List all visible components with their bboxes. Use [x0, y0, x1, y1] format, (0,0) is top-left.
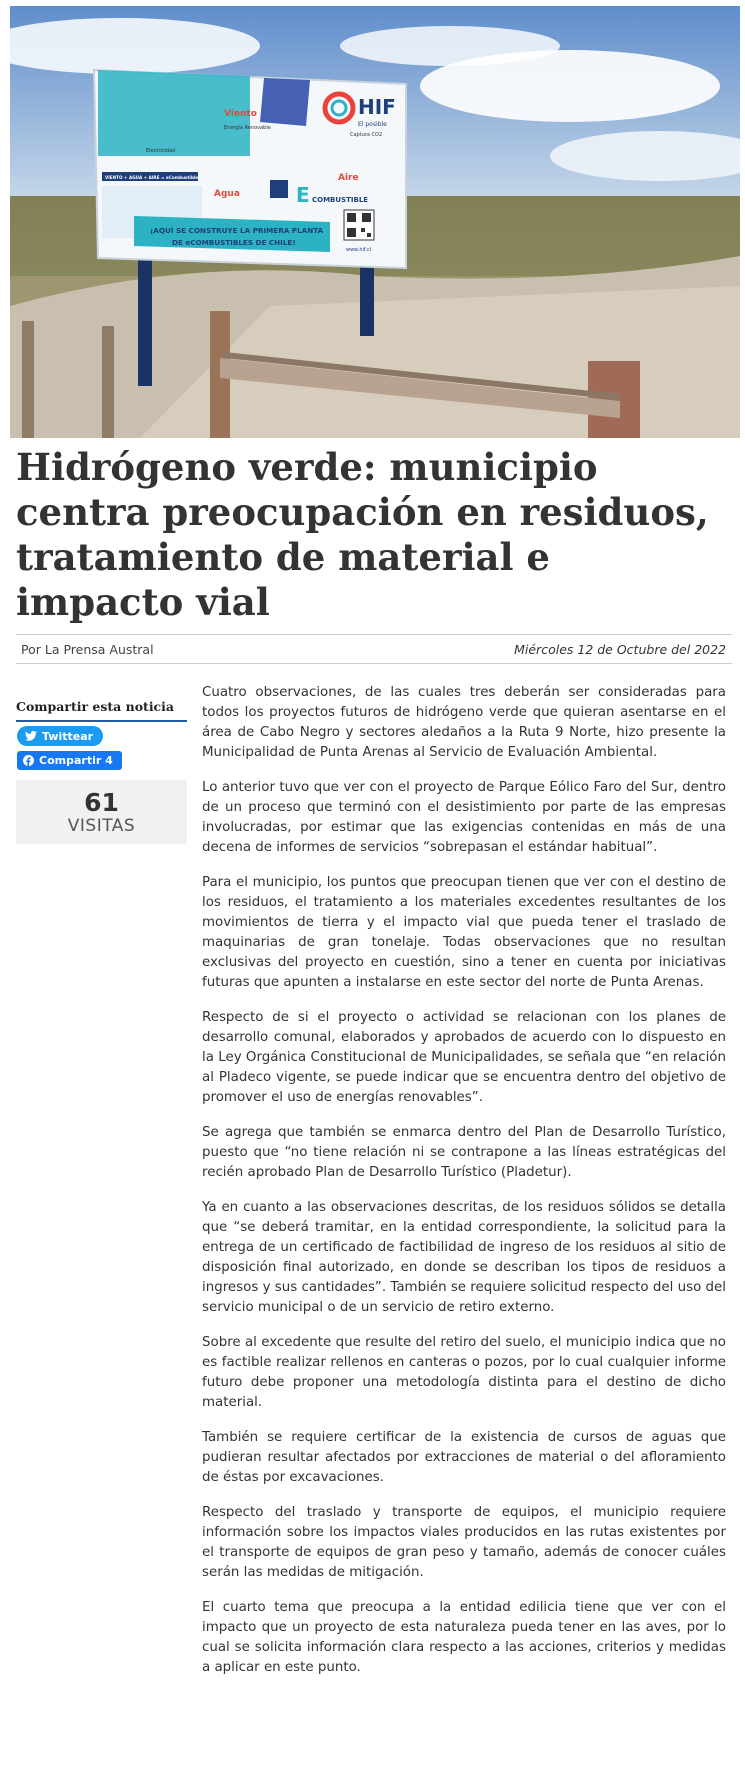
article-paragraph: También se requiere certificar de la existencia de cursos de aguas que pudieran resultar afectados por extracciones de material o del afloramiento de éstas por excavaciones. [202, 1430, 726, 1485]
sign-url: www.hif.cl [346, 247, 372, 253]
svg-text:E: E [296, 183, 310, 207]
sign-brand-tag: El posible [358, 121, 387, 128]
article-paragraph: Se agrega que también se enmarca dentro del Plan de Desarrollo Turístico, puesto que “no tiene relación ni se contrapone a las líneas estratégicas del recién aprobado Plan de Desarrollo Turístico (Pladetur). [202, 1125, 726, 1180]
sign-label-energia: Energía Renovable [224, 125, 271, 131]
sign-label-aire: Aire [338, 173, 359, 183]
facebook-share-label: Compartir 4 [39, 754, 113, 767]
sign-label-viento: Viento [224, 109, 257, 119]
article-title: Hidrógeno verde: municipio centra preocupación en residuos, tratamiento de material e impacto vial [16, 445, 709, 624]
article-paragraph: Respecto del traslado y transporte de equipos, el municipio requiere información sobre los impactos viales producidos en las rutas existentes por el transporte de equipos de gran peso y tamaño, además de conocer cuáles serán las medidas de mitigación. [202, 1505, 726, 1580]
article-paragraph: El cuarto tema que preocupa a la entidad edilicia tiene que ver con el impacto que un proyecto de esta naturaleza pueda tener en las aves, por lo cual se solicita información clara respecto a las acciones, criterios y medidas a aplicar en este punto. [202, 1600, 726, 1675]
hero-image [10, 6, 740, 438]
facebook-icon [23, 755, 34, 766]
sign-label-combustible: COMBUSTIBLE [312, 196, 369, 204]
article-paragraph: Ya en cuanto a las observaciones descritas, de los residuos sólidos se detalla que “se deberá tramitar, en la entidad correspondiente, la solicitud para la entrega de un certificado de factibilidad de ingreso de los residuos al sitio de disposición final autorizado, en donde se describan los tipos de residuos a ingresos y sus cantidades”. También se requiere solicitud respecto del uso del servicio municipal o de un servicio de retiro externo. [202, 1200, 726, 1315]
article-body [202, 683, 726, 1693]
bird-icon [25, 731, 37, 741]
sign-banner-line2: DE eCOMBUSTIBLES DE CHILE! [172, 238, 296, 247]
facebook-share-button[interactable] [17, 751, 122, 770]
sign-label-agua: Agua [214, 189, 240, 199]
article-paragraph: Respecto de si el proyecto o actividad se relacionan con los planes de desarrollo comunal, elaborados y aprobados de acuerdo con lo dispuesto en la Ley Orgánica Constitucional de Municipalidades, se señala que “en relación al Pladeco vigente, se puede indicar que se encuentra dentro del objetivo de promover el uso de energías renovables”. [202, 1010, 726, 1105]
twitter-share-button[interactable] [17, 726, 103, 746]
article-paragraph: Para el municipio, los puntos que preocupan tienen que ver con el destino de los residuos, el tratamiento a los materiales excedentes resultantes de los movimientos de tierra y el impacto vial que pueda tener el traslado de maquinarias de gran tonelaje. Todas observaciones que no resultan exclusivas del proyecto en cuestión, sino a tener en cuenta por iniciativas futuras que apunten a instalarse en este sector del norte de Punta Arenas. [202, 875, 726, 990]
views-count: 61 [84, 788, 119, 817]
article-paragraph: Sobre al excedente que resulte del retiro del suelo, el municipio indica que no es factible realizar rellenos en canteras o pozos, por lo cual cualquier informe futuro debe proponer una metodología distinta para el destino de dicho material. [202, 1335, 726, 1410]
article-paragraph: Lo anterior tuvo que ver con el proyecto de Parque Eólico Faro del Sur, dentro de un proceso que terminó con el desistimiento por parte de las empresas involucradas, por estimar que las exigencias contenidas en más de una decena de informes de servicios “sobrepasan el estándar habitual”. [202, 780, 726, 855]
share-title: Compartir esta noticia [16, 699, 187, 722]
article-author: Por La Prensa Austral [21, 641, 154, 657]
twitter-share-label: Twittear [42, 729, 94, 743]
article-paragraph: Cuatro observaciones, de las cuales tres deberán ser consideradas para todos los proyectos futuros de hidrógeno verde que quieran asentarse en el área de Cabo Negro y sectores aledaños a la Ruta 9 Norte, hizo presente la Municipalidad de Punta Arenas al Servicio de Evaluación Ambiental. [202, 685, 726, 760]
sign-banner-line1: ¡AQUÍ SE CONSTRUYE LA PRIMERA PLANTA [150, 226, 324, 235]
views-counter [16, 780, 187, 844]
sign-label-captura: Captura CO2 [350, 132, 383, 138]
sign-brand: HIF [358, 95, 396, 119]
sign-label-electricidad: Electricidad [146, 148, 176, 154]
sign-formula: VIENTO + AGUA + AIRE = eCombustibles [105, 175, 201, 180]
views-label: VISITAS [67, 816, 136, 836]
byline [16, 634, 732, 664]
article-date: Miércoles 12 de Octubre del 2022 [514, 641, 726, 657]
